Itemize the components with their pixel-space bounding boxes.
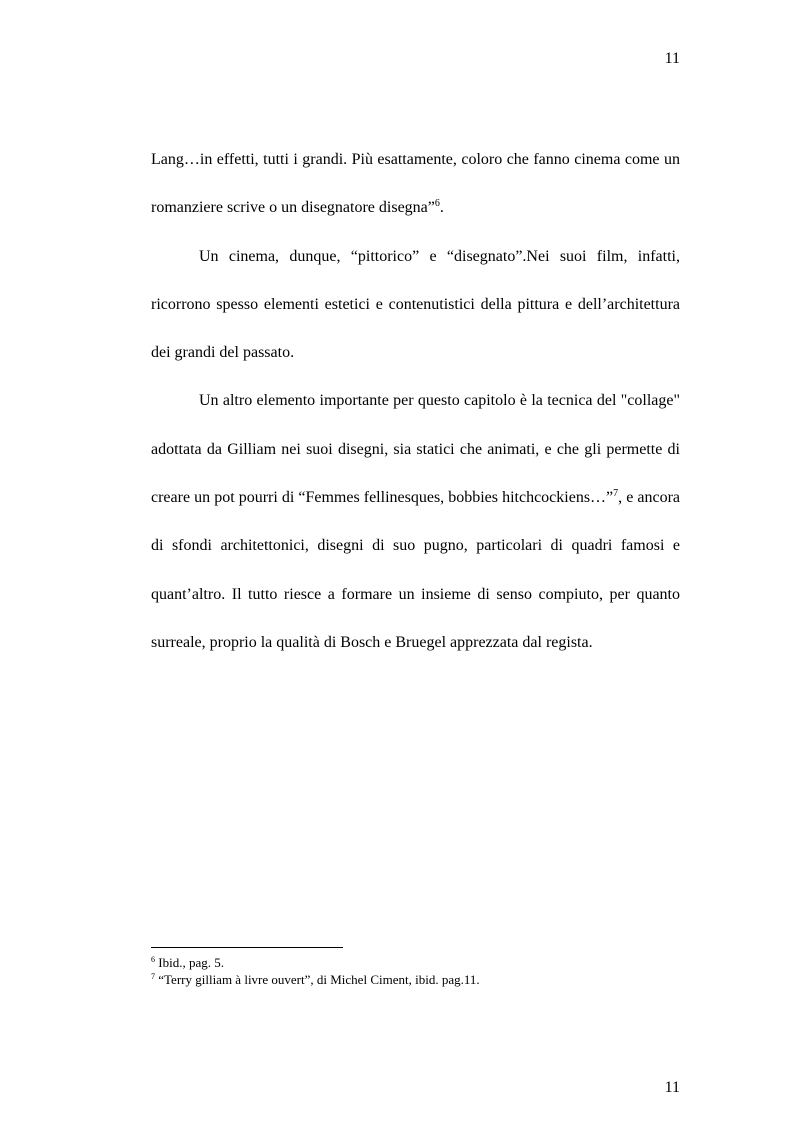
paragraph-3 (151, 377, 680, 667)
footnote-reference-6: 6 (434, 198, 440, 210)
footnote-number: 7 (151, 972, 155, 981)
paragraph-3-text-end: , e ancora di sfondi architettonici, disegni di suo pugno, particolari di quadri famosi e quant’altro. Il tutto riesce a formare un insieme di senso compiuto, per quanto surreale, proprio la qualità di Bosch e Bruegel apprezzata dal regista. (151, 489, 680, 651)
footnotes (151, 954, 680, 988)
paragraph-3-text: Un altro elemento importante per questo capitolo è la tecnica del "collage" adottata da Gilliam nei suoi disegni, sia statici che animati, e che gli permette di creare un pot pourri di “Femmes fellinesques, bobbies hitchcockiens…” (151, 392, 680, 507)
footnote-number: 6 (151, 955, 155, 964)
footnote-7 (151, 971, 680, 988)
footnote-text: “Terry gilliam à livre ouvert”, di Michel Ciment, ibid. pag.11. (155, 972, 480, 987)
page-number-bottom: 11 (664, 1079, 680, 1096)
footnote-separator (151, 947, 343, 948)
paragraph-2: Un cinema, dunque, “pittorico” e “disegnato”.Nei suoi film, infatti, ricorrono spesso elementi estetici e contenutistici della pittura e dell’architettura dei grandi del passato. (151, 247, 680, 362)
paragraph-1 (151, 136, 680, 233)
footnote-6 (151, 954, 680, 971)
body-text (151, 136, 680, 667)
paragraph-1-text-end: . (439, 199, 444, 217)
footnote-text: Ibid., pag. 5. (155, 955, 224, 970)
page-number-top: 11 (664, 50, 680, 67)
paragraph-1-text: Lang…in effetti, tutti i grandi. Più esattamente, coloro che fanno cinema come un romanziere scrive o un disegnatore disegna” (151, 151, 680, 217)
footnote-reference-7: 7 (613, 488, 619, 500)
